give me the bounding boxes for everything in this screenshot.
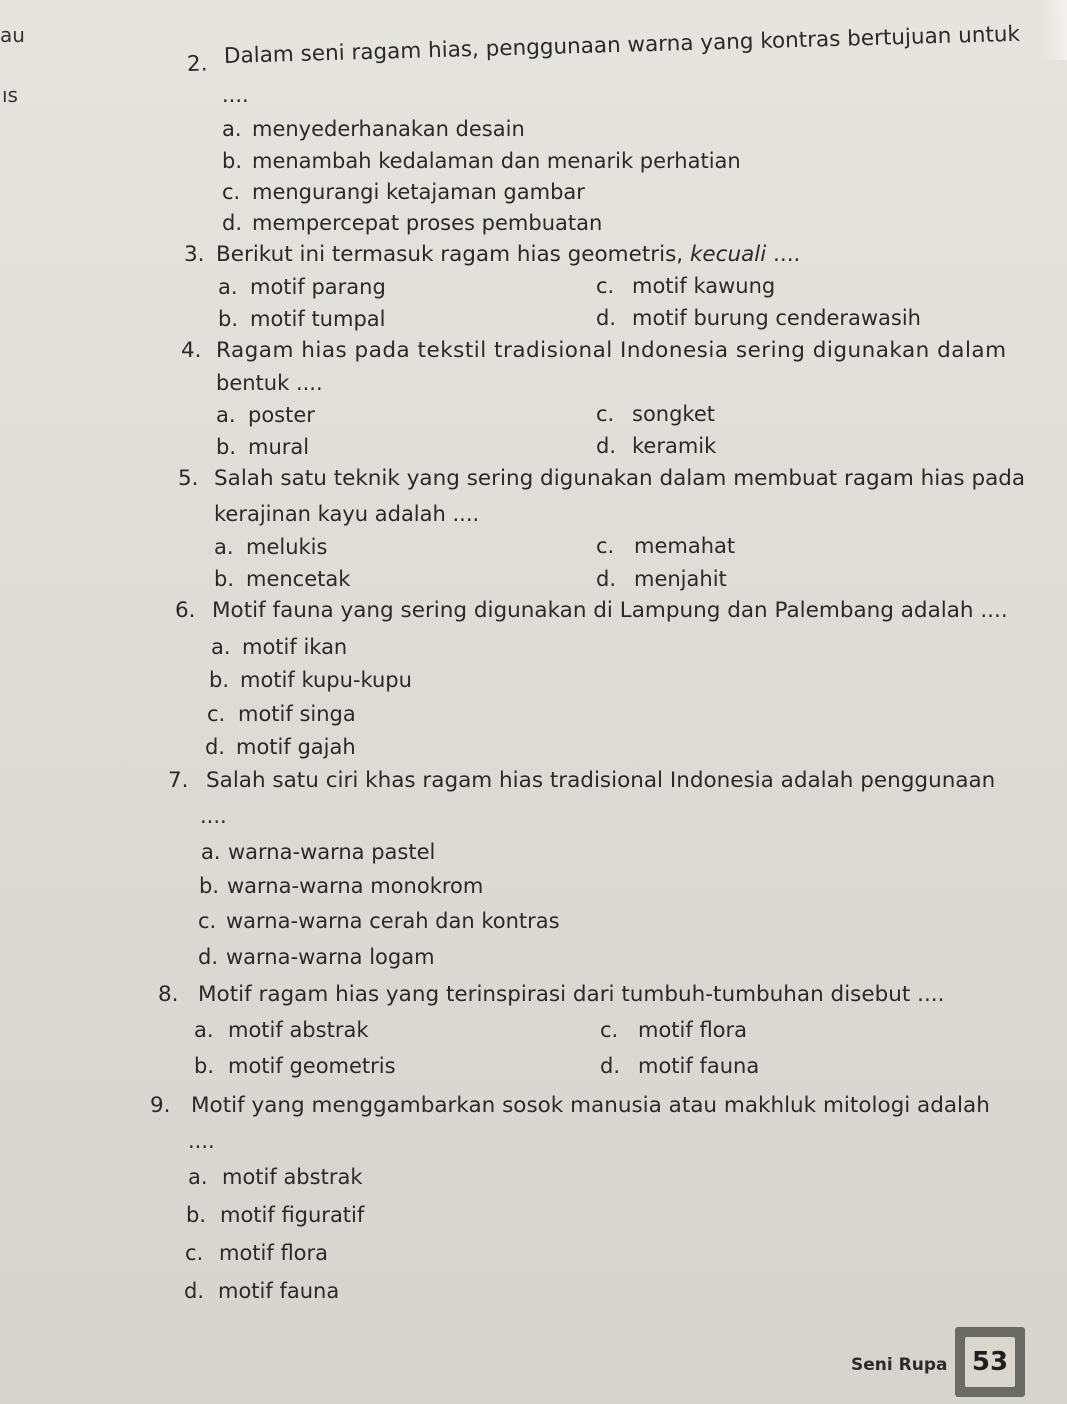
option-text: menambah kedalaman dan menarik perhatian: [252, 149, 741, 173]
option-letter: b.: [194, 1054, 215, 1078]
question-text: Motif ragam hias yang terinspirasi dari tumbuh-tumbuhan disebut ....: [198, 982, 945, 1007]
question-number: 4.: [181, 338, 202, 363]
question-number: 6.: [175, 598, 196, 623]
option-letter: a.: [194, 1018, 214, 1042]
option-text: mempercepat proses pembuatan: [252, 211, 603, 235]
option-letter: c.: [596, 534, 615, 558]
question-number: 3.: [184, 242, 205, 267]
question-number: 2.: [186, 51, 208, 77]
question-number: 5.: [178, 466, 199, 491]
option-letter: a.: [188, 1165, 208, 1189]
option-text: motif tumpal: [250, 307, 386, 331]
option-text: memahat: [634, 534, 736, 558]
option-text: menyederhanakan desain: [252, 117, 525, 141]
page-number: 53: [965, 1337, 1015, 1387]
option-text: motif geometris: [228, 1054, 396, 1078]
option-letter: b.: [186, 1203, 207, 1227]
option-letter: a.: [222, 117, 242, 141]
margin-fragment: ıs: [2, 83, 18, 107]
option-letter: c.: [198, 909, 217, 933]
question-continuation: bentuk ....: [216, 371, 323, 395]
option-text: motif flora: [638, 1018, 748, 1042]
question-text: Ragam hias pada tekstil tradisional Indonesia sering digunakan dalam: [216, 338, 1007, 363]
option-letter: b.: [222, 149, 243, 173]
question-text: Motif yang menggambarkan sosok manusia atau makhluk mitologi adalah: [191, 1093, 990, 1118]
option-letter: c.: [185, 1241, 204, 1265]
option-text: motif ikan: [242, 635, 348, 659]
question-text: Dalam seni ragam hias, penggunaan warna yang kontras bertujuan untuk: [223, 21, 1021, 69]
option-text: mural: [248, 435, 310, 459]
page-corner-highlight: [1041, 0, 1067, 60]
option-letter: d.: [205, 735, 226, 759]
option-letter: d.: [222, 211, 243, 235]
question-text: Berikut ini termasuk ragam hias geometris, kecuali ....: [216, 242, 801, 267]
option-text: motif figuratif: [220, 1203, 365, 1227]
option-text: warna-warna pastel: [228, 840, 436, 864]
question-text: Salah satu ciri khas ragam hias tradisional Indonesia adalah penggunaan: [206, 768, 996, 793]
question-continuation: ....: [200, 804, 227, 828]
option-text: poster: [248, 403, 315, 427]
option-text: motif singa: [238, 702, 356, 726]
option-text: motif abstrak: [222, 1165, 363, 1189]
option-text: melukis: [246, 535, 328, 559]
question-continuation: ....: [222, 83, 249, 107]
option-text: warna-warna cerah dan kontras: [226, 909, 560, 933]
question-continuation: kerajinan kayu adalah ....: [214, 502, 480, 526]
option-letter: d.: [596, 306, 617, 330]
option-text: motif burung cenderawasih: [632, 306, 921, 330]
option-text: mengurangi ketajaman gambar: [252, 180, 585, 204]
option-letter: d.: [198, 945, 219, 969]
option-letter: c.: [596, 402, 615, 426]
option-letter: a.: [211, 635, 231, 659]
option-text: motif abstrak: [228, 1018, 369, 1042]
option-letter: a.: [218, 275, 238, 299]
question-number: 7.: [168, 768, 189, 793]
option-letter: b.: [214, 567, 235, 591]
question-continuation: ....: [188, 1129, 215, 1153]
option-letter: d.: [596, 434, 617, 458]
option-text: warna-warna monokrom: [227, 874, 484, 898]
question-text: Motif fauna yang sering digunakan di Lampung dan Palembang adalah ....: [212, 598, 1008, 623]
question-text: Salah satu teknik yang sering digunakan dalam membuat ragam hias pada: [214, 466, 1026, 491]
option-text: motif fauna: [638, 1054, 760, 1078]
option-text: motif fauna: [218, 1279, 340, 1303]
option-text: keramik: [632, 434, 717, 458]
option-letter: b.: [209, 668, 230, 692]
question-number: 9.: [150, 1093, 171, 1118]
option-letter: a.: [216, 403, 236, 427]
option-letter: c.: [222, 180, 241, 204]
option-letter: b.: [216, 435, 237, 459]
question-number: 8.: [158, 982, 179, 1007]
option-letter: c.: [600, 1018, 619, 1042]
margin-fragment: au: [0, 23, 25, 47]
option-letter: c.: [207, 702, 226, 726]
option-text: songket: [632, 402, 715, 426]
option-letter: d.: [600, 1054, 621, 1078]
option-text: menjahit: [634, 567, 727, 591]
option-text: mencetak: [246, 567, 351, 591]
option-letter: a.: [214, 535, 234, 559]
option-letter: d.: [184, 1279, 205, 1303]
option-text: motif flora: [219, 1241, 329, 1265]
option-letter: c.: [596, 274, 615, 298]
option-letter: b.: [199, 874, 220, 898]
option-text: motif parang: [250, 275, 386, 299]
option-text: motif gajah: [236, 735, 356, 759]
page-number-box: [955, 1327, 1025, 1397]
option-text: motif kupu-kupu: [240, 668, 412, 692]
option-text: motif kawung: [632, 274, 776, 298]
option-letter: a.: [201, 840, 221, 864]
footer-subject: Seni Rupa: [851, 1355, 948, 1375]
option-text: warna-warna logam: [226, 945, 435, 969]
option-letter: b.: [218, 307, 239, 331]
option-letter: d.: [596, 567, 617, 591]
